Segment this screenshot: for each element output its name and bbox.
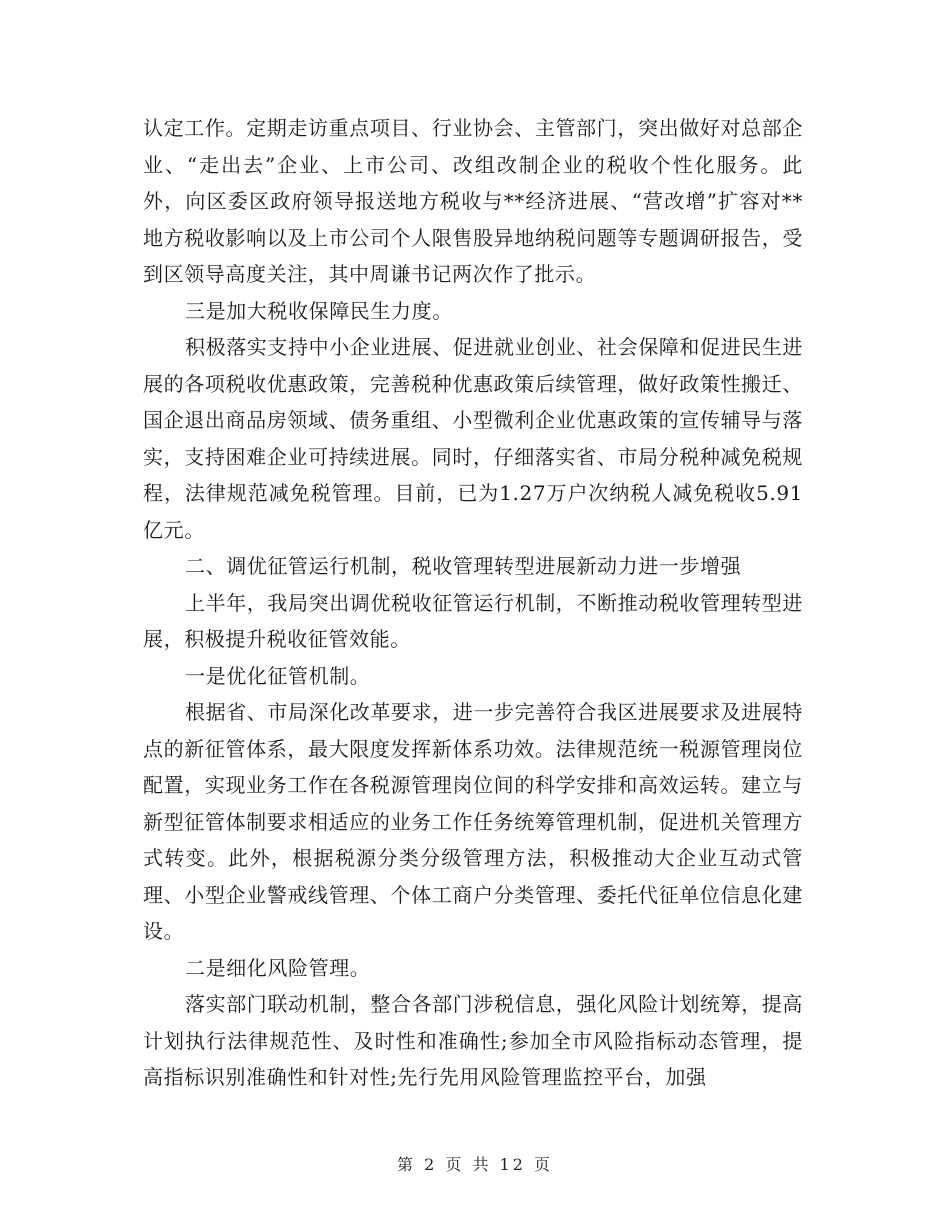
paragraph-5: 落实部门联动机制，整合各部门涉税信息，强化风险计划统筹，提高计划执行法律规范性、及时性和准确性;参加全市风险指标动态管理，提高指标识别准确性和针对性;先行先用风险管理监控平台，加强 <box>143 992 803 1089</box>
section-heading-2: 二、调优征管运行机制，税收管理转型进展新动力进一步增强 <box>185 554 742 578</box>
paragraph-2: 积极落实支持中小企业进展、促进就业创业、社会保障和促进民生进展的各项税收优惠政策，完善税种优惠政策后续管理，做好政策性搬迁、国企退出商品房领域、债务重组、小型微利企业优惠政策的宣传辅导与落实，支持困难企业可持续进展。同时，仔细落实省、市局分税种减免税规程，法律规范减免税管理。目前，已为1.27万户次纳税人减免税收5.91亿元。 <box>143 335 803 542</box>
paragraph-1: 认定工作。定期走访重点项目、行业协会、主管部门，突出做好对总部企业、“走出去”企业、上市公司、改组改制企业的税收个性化服务。此外，向区委区政府领导报送地方税收与**经济进展、“营改增”扩容对**地方税收影响以及上市公司个人限售股异地纳税问题等专题调研报告，受到区领导高度关注，其中周谦书记两次作了批示。 <box>143 116 803 286</box>
section-heading-4: 二是细化风险管理。 <box>185 955 371 980</box>
section-heading-1: 三是加大税收保障民生力度。 <box>185 298 453 323</box>
paragraph-4: 根据省、市局深化改革要求，进一步完善符合我区进展要求及进展特点的新征管体系，最大限度发挥新体系功效。法律规范统一税源管理岗位配置，实现业务工作在各税源管理岗位间的科学安排和高效运转。建立与新型征管体制要求相适应的业务工作任务统筹管理机制，促进机关管理方式转变。此外，根据税源分类分级管理方法，积极推动大企业互动式管理、小型企业警戒线管理、个体工商户分类管理、委托代征单位信息化建设。 <box>143 700 803 943</box>
page-footer: 第 2 页 共 12 页 <box>397 1155 553 1174</box>
section-heading-3: 一是优化征管机制。 <box>185 663 371 688</box>
document-body <box>143 110 803 1096</box>
paragraph-3: 上半年，我局突出调优税收征管运行机制，不断推动税收管理转型进展，积极提升税收征管效能。 <box>143 590 803 651</box>
